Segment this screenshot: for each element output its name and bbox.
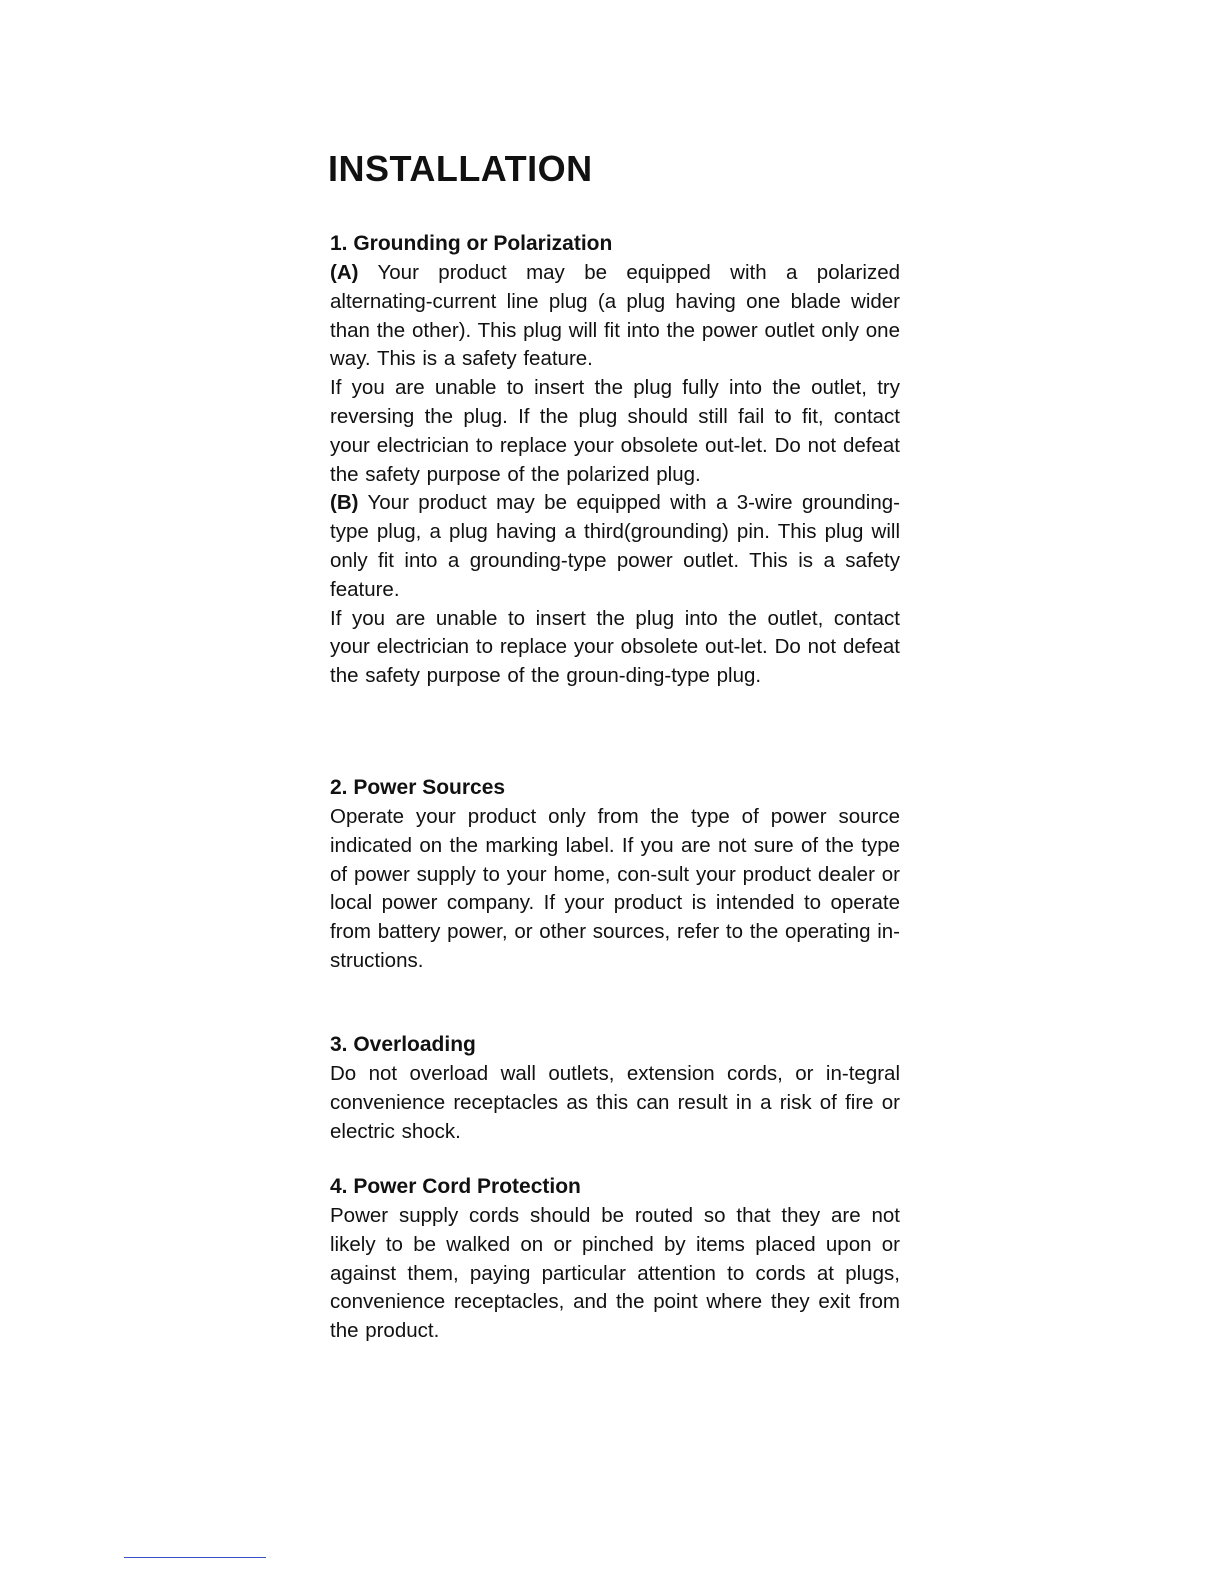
paragraph-text: Your product may be equipped with a polarized alternating-current line plug (a plug having one blade wider than the other). This plug will fit into the power outlet only one way. This is a safety feature. <box>330 261 900 371</box>
paragraph-b <box>330 489 900 604</box>
paragraph-text: Your product may be equipped with a 3-wire grounding-type plug, a plug having a third(grounding) pin. This plug will only fit into a grounding-type power outlet. This is a safety feature. <box>330 491 900 601</box>
paragraph-label: (B) <box>330 491 359 515</box>
paragraph <box>330 1202 900 1346</box>
paragraph-a-note <box>330 374 900 489</box>
paragraph-text: Do not overload wall outlets, extension cords, or in-tegral convenience receptacles as this can result in a risk of fire or electric shock. <box>330 1062 900 1143</box>
section-grounding-polarization <box>330 229 900 691</box>
paragraph-label: (A) <box>330 261 359 284</box>
paragraph <box>330 1060 900 1146</box>
section-overloading <box>330 1030 900 1146</box>
section-power-sources <box>330 773 900 976</box>
paragraph-text: Power supply cords should be routed so that they are not likely to be walked on or pinched by items placed upon or against them, paying particular attention to cords at plugs, convenience receptacles, and the point where they exit from the product. <box>330 1204 900 1343</box>
section-power-cord-protection <box>330 1172 900 1346</box>
paragraph-text: If you are unable to insert the plug into the outlet, contact your electrician to replace your obsolete out-let. Do not defeat the safety purpose of the groun-ding-type plug. <box>330 606 900 688</box>
footer-divider <box>124 1557 266 1558</box>
paragraph-a <box>330 259 900 374</box>
paragraph-text: If you are unable to insert the plug fully into the outlet, try reversing the plug. If the plug should still fail to fit, contact your electrician to replace your obsolete out-let. Do not defeat the safety purpose of the polarized plug. <box>330 376 900 486</box>
section-heading: 1. Grounding or Polarization <box>330 232 613 255</box>
paragraph <box>330 803 900 976</box>
section-heading: 2. Power Sources <box>330 776 506 799</box>
section-heading: 3. Overloading <box>330 1033 476 1056</box>
section-heading: 4. Power Cord Protection <box>330 1175 581 1198</box>
paragraph-b-note <box>330 605 900 691</box>
paragraph-text: Operate your product only from the type of power source indicated on the marking label. If you are not sure of the type of power supply to your home, con-sult your product dealer or local power company. If your product is intended to operate from battery power, or other sources, refer to the operating in-structions. <box>330 805 900 972</box>
page-title: INSTALLATION <box>328 148 593 189</box>
